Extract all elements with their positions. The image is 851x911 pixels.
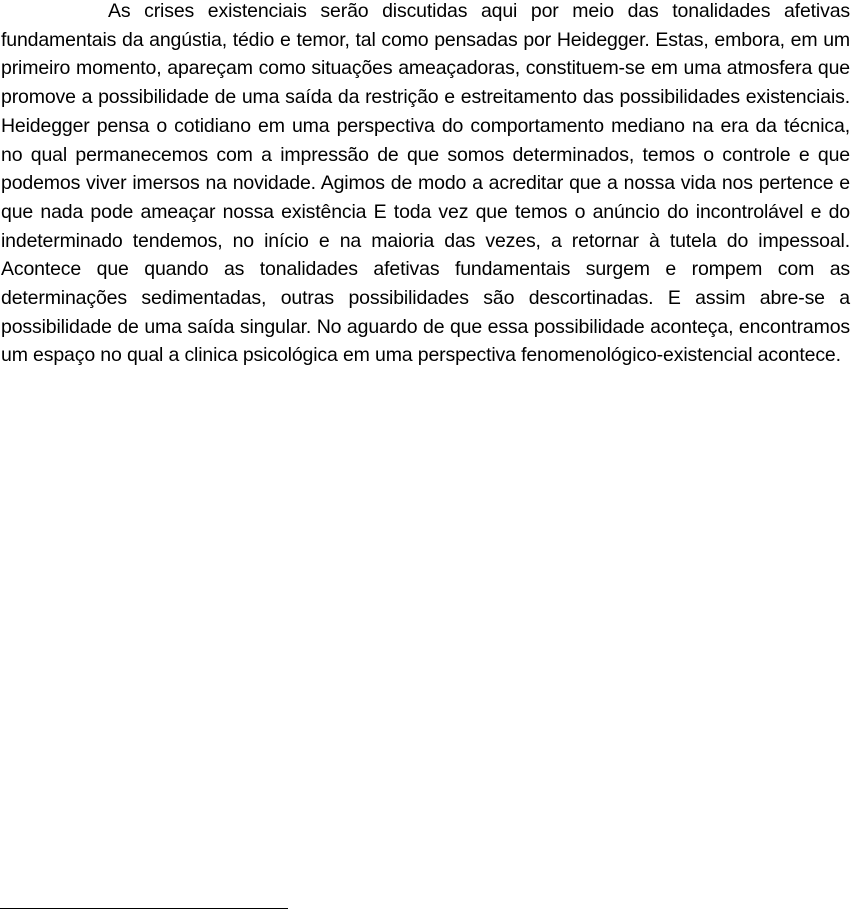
footnote-separator-line	[0, 908, 288, 909]
body-paragraph: As crises existenciais serão discutidas aqui por meio das tonalidades afetivas fundamentais da angústia, tédio e temor, tal como pensadas por Heidegger. Estas, embora, em um primeiro momento, apareçam como situações ameaçadoras, constituem-se em uma atmosfera que promove a possibilidade de uma saída da restrição e estreitamento das possibilidades existenciais. Heidegger pensa o cotidiano em uma perspectiva do comportamento mediano na era da técnica, no qual permanecemos com a impressão de que somos determinados, temos o controle e que podemos viver imersos na novidade. Agimos de modo a acreditar que a nossa vida nos pertence e que nada pode ameaçar nossa existência E toda vez que temos o anúncio do incontrolável e do indeterminado tendemos, no início e na maioria das vezes, a retornar à tutela do impessoal. Acontece que quando as tonalidades afetivas fundamentais surgem e rompem com as determinações sedimentadas, outras possibilidades são descortinadas. E assim abre-se a possibilidade de uma saída singular. No aguardo de que essa possibilidade aconteça, encontramos um espaço no qual a clinica psicológica em uma perspectiva fenomenológico-existencial acontece.	[1, 0, 850, 367]
